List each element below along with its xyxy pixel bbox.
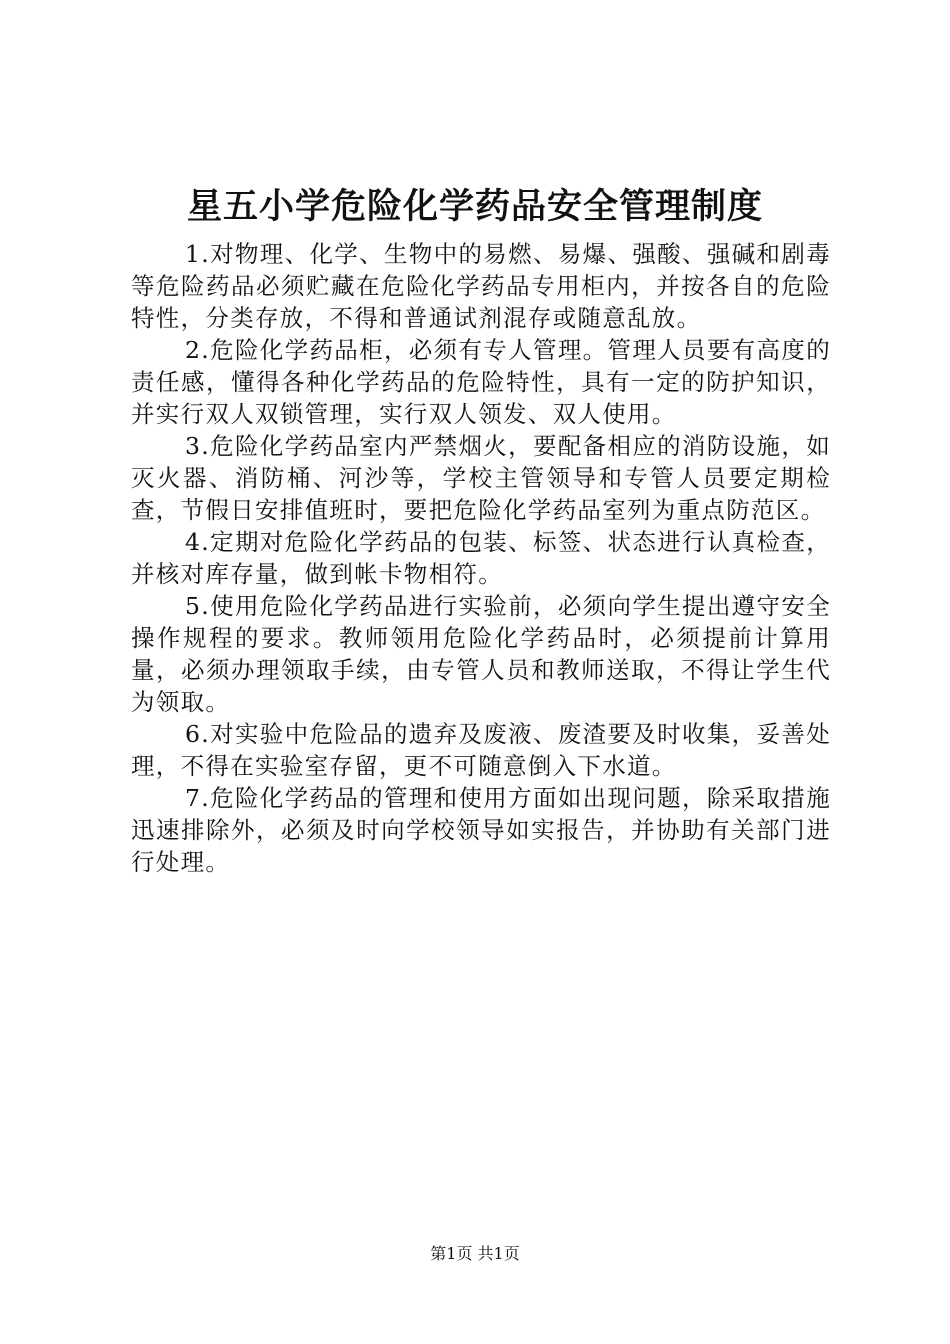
rule-paragraph-7: 7.危险化学药品的管理和使用方面如出现问题，除采取措施迅速排除外，必须及时向学校领导如实报告，并协助有关部门进行处理。 bbox=[131, 784, 831, 876]
document-title: 星五小学危险化学药品安全管理制度 bbox=[186, 186, 763, 227]
document-body bbox=[131, 238, 831, 878]
rule-paragraph-6: 6.对实验中危险品的遗弃及废液、废渣要及时收集，妥善处理，不得在实验室存留，更不可随意倒入下水道。 bbox=[131, 720, 831, 780]
rule-paragraph-1: 1.对物理、化学、生物中的易燃、易爆、强酸、强碱和剧毒等危险药品必须贮藏在危险化学药品专用柜内，并按各自的危险特性，分类存放，不得和普通试剂混存或随意乱放。 bbox=[131, 240, 831, 332]
rule-paragraph-2: 2.危险化学药品柜，必须有专人管理。管理人员要有高度的责任感，懂得各种化学药品的危险特性，具有一定的防护知识，并实行双人双锁管理，实行双人领发、双人使用。 bbox=[131, 336, 831, 428]
rule-paragraph-3: 3.危险化学药品室内严禁烟火，要配备相应的消防设施，如灭火器、消防桶、河沙等，学校主管领导和专管人员要定期检查，节假日安排值班时，要把危险化学药品室列为重点防范区。 bbox=[131, 432, 831, 524]
rule-paragraph-4: 4.定期对危险化学药品的包装、标签、状态进行认真检查，并核对库存量，做到帐卡物相符。 bbox=[131, 528, 831, 588]
page-footer: 第1页 共1页 bbox=[430, 1244, 520, 1263]
rule-paragraph-5: 5.使用危险化学药品进行实验前，必须向学生提出遵守安全操作规程的要求。教师领用危险化学药品时，必须提前计算用量，必须办理领取手续，由专管人员和教师送取，不得让学生代为领取。 bbox=[131, 592, 831, 716]
